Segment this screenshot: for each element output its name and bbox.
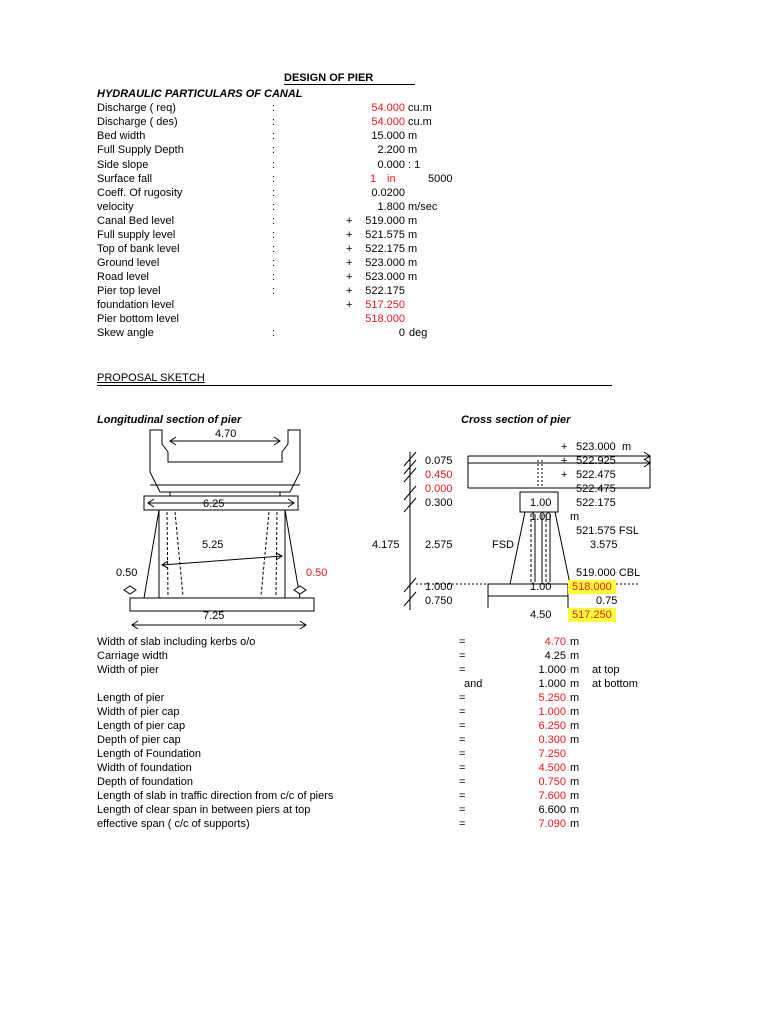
skew-unit: deg — [409, 327, 428, 339]
dimension-eq: = — [459, 734, 466, 746]
dimension-value: 7.250 — [538, 748, 566, 760]
long-pier-body — [144, 510, 300, 598]
dimension-value: 4.25 — [544, 650, 566, 662]
hydraulic-unit: m — [408, 229, 418, 241]
long-section-title: Longitudinal section of pier — [97, 414, 242, 426]
hydraulic-value: 517.250 — [365, 299, 405, 311]
hydraulic-label: Full Supply Depth — [97, 144, 184, 156]
surface-fall-one: 1 — [370, 173, 377, 185]
dimension-eq: = — [459, 776, 466, 788]
cross-stem-unit: m — [570, 511, 580, 523]
dimension-unit: m — [570, 692, 580, 704]
cross-foundation-width: 4.50 — [530, 609, 552, 621]
hydraulic-label: Coeff. Of rugosity — [97, 187, 183, 199]
hydraulic-sign: + — [346, 299, 353, 311]
hydraulic-value: 523.000 — [365, 257, 405, 269]
hydraulic-sep: : — [272, 116, 276, 128]
hydraulic-sep: : — [272, 201, 276, 213]
cross-level-6: 518.000 — [568, 580, 616, 594]
hydraulic-label: Discharge ( req) — [97, 102, 176, 114]
dimension-eq: = — [459, 790, 466, 802]
cross-cap-width: 1.00 — [530, 497, 552, 509]
surface-fall-label: Surface fall — [97, 173, 153, 185]
dimension-value: 0.300 — [538, 734, 566, 746]
cross-plus-1: + — [561, 441, 568, 453]
hydraulic-label: Road level — [97, 271, 149, 283]
dimension-value: 6.600 — [538, 804, 566, 816]
cross-level-5: 522.175 — [576, 497, 616, 509]
cross-plus-2: + — [561, 455, 568, 467]
hydraulic-label: Canal Bed level — [97, 215, 175, 227]
cross-section-title: Cross section of pier — [461, 414, 571, 426]
hydraulic-value: 0.0200 — [371, 187, 405, 199]
cross-v1: 0.075 — [425, 455, 453, 467]
hydraulic-value: 54.000 — [371, 102, 405, 114]
hydraulic-unit: m — [408, 215, 418, 227]
dimension-unit: m — [570, 734, 580, 746]
dimension-unit: m — [570, 720, 580, 732]
cross-fsd: FSD — [492, 539, 514, 551]
dimension-eq: = — [459, 818, 466, 830]
dimension-label: Length of pier cap — [97, 720, 186, 732]
hydraulic-heading: HYDRAULIC PARTICULARS OF CANAL — [97, 88, 303, 100]
dimension-unit: m — [570, 650, 580, 662]
hydraulic-label: Bed width — [97, 130, 146, 142]
cross-level-7: 517.250 — [568, 608, 616, 622]
dimension-unit: m — [570, 818, 580, 830]
dimension-label: Depth of pier cap — [97, 734, 181, 746]
cross-total: 4.175 — [372, 539, 400, 551]
hydraulic-unit: m — [408, 271, 418, 283]
cross-v3: 0.000 — [425, 483, 453, 495]
dimension-eq: = — [459, 636, 466, 648]
hydraulic-label: foundation level — [97, 299, 175, 311]
dimension-eq: = — [459, 706, 466, 718]
long-dim-pier: 5.25 — [202, 539, 224, 551]
cross-deck — [468, 452, 650, 488]
hydraulic-sep: : — [272, 271, 276, 283]
hydraulic-unit: m — [408, 144, 418, 156]
long-dim-slab: 4.70 — [215, 428, 237, 440]
hydraulic-sign: + — [346, 229, 353, 241]
dimension-label: Length of pier — [97, 692, 165, 704]
hydraulic-value: 0.000 — [377, 159, 405, 171]
dimension-unit: m — [570, 678, 580, 690]
hydraulic-unit: : 1 — [408, 159, 421, 171]
cross-fsl: 521.575 FSL — [576, 525, 639, 537]
proposal-heading: PROPOSAL SKETCH — [97, 372, 205, 384]
hydraulic-sep: : — [272, 187, 276, 199]
hydraulic-sep: : — [272, 285, 276, 297]
dimension-eq: = — [459, 692, 466, 704]
dimension-unit: m — [570, 804, 580, 816]
cross-base-width: 1.00 — [530, 581, 552, 593]
hydraulic-unit: cu.m — [408, 102, 432, 114]
cross-stem: 2.575 — [425, 539, 453, 551]
hydraulic-value: 522.175 — [365, 243, 405, 255]
long-dim-batter-left: 0.50 — [116, 567, 138, 579]
dimension-label: Length of Foundation — [97, 748, 201, 760]
hydraulic-sep: : — [272, 243, 276, 255]
hydraulic-unit: m — [408, 257, 418, 269]
cross-v4: 0.300 — [425, 497, 453, 509]
cross-v6: 0.750 — [425, 595, 453, 607]
surface-fall-value: 5000 — [428, 173, 453, 185]
dimension-value: 6.250 — [538, 720, 566, 732]
dimension-value: 0.750 — [538, 776, 566, 788]
cross-level-3: 522.475 — [576, 469, 616, 481]
dimension-label: Width of pier — [97, 664, 159, 676]
hydraulic-label: velocity — [97, 201, 134, 213]
hydraulic-label: Ground level — [97, 257, 160, 269]
dimension-value: 4.500 — [538, 762, 566, 774]
cross-level-road-unit: m — [622, 441, 632, 453]
hydraulic-unit: m/sec — [408, 201, 438, 213]
dimension-label: Length of slab in traffic direction from c/c of piers — [97, 790, 334, 802]
dimension-label: Width of foundation — [97, 762, 192, 774]
dimension-unit: m — [570, 776, 580, 788]
dimension-extra: at top — [592, 664, 620, 676]
hydraulic-label: Full supply level — [97, 229, 176, 241]
dimension-label: effective span ( c/c of supports) — [97, 818, 250, 830]
dimension-label: Length of clear span in between piers at top — [97, 804, 311, 816]
page-title: DESIGN OF PIER — [284, 72, 374, 84]
dimension-eq: = — [459, 650, 466, 662]
dimension-value: 7.090 — [538, 818, 566, 830]
cross-plus-3: + — [561, 469, 568, 481]
cross-cbl: 519.000 CBL — [576, 567, 641, 579]
hydraulic-sep: : — [272, 257, 276, 269]
hydraulic-value: 518.000 — [365, 313, 405, 325]
hydraulic-sign: + — [346, 271, 353, 283]
dimension-value: 7.600 — [538, 790, 566, 802]
hydraulic-sep: : — [272, 130, 276, 142]
hydraulic-unit: cu.m — [408, 116, 432, 128]
dimension-label: Depth of foundation — [97, 776, 194, 788]
dimension-value: 1.000 — [538, 706, 566, 718]
skew-sep: : — [272, 327, 276, 339]
hydraulic-sign: + — [346, 215, 353, 227]
long-dim-cap: 6.25 — [203, 498, 225, 510]
cross-fsd-value: 3.575 — [590, 539, 618, 551]
hydraulic-value: 54.000 — [371, 116, 405, 128]
dimension-eq: = — [459, 762, 466, 774]
dimension-unit: m — [570, 762, 580, 774]
dimension-eq: = — [459, 664, 466, 676]
hydraulic-value: 2.200 — [377, 144, 405, 156]
dimension-extra: at bottom — [592, 678, 638, 690]
hydraulic-label: Top of bank level — [97, 243, 180, 255]
hydraulic-label: Discharge ( des) — [97, 116, 178, 128]
hydraulic-sign: + — [346, 257, 353, 269]
hydraulic-value: 521.575 — [365, 229, 405, 241]
hydraulic-label: Pier bottom level — [97, 313, 179, 325]
hydraulic-label: Side slope — [97, 159, 149, 171]
cross-stem-width: 1.00 — [530, 511, 552, 523]
hydraulic-value: 519.000 — [365, 215, 405, 227]
dimension-eq: and — [464, 678, 483, 690]
cross-v2: 0.450 — [425, 469, 453, 481]
skew-value: 0 — [398, 327, 405, 339]
cross-level-4: 522.475 — [576, 483, 616, 495]
long-dim-foundation: 7.25 — [203, 610, 225, 622]
dimension-eq: = — [459, 720, 466, 732]
cross-v5: 1.000 — [425, 581, 453, 593]
hydraulic-sep: : — [272, 102, 276, 114]
hydraulic-label: Pier top level — [97, 285, 161, 297]
cross-level-ticks — [404, 452, 416, 610]
hydraulic-sign: + — [346, 243, 353, 255]
dimension-label: Width of slab including kerbs o/o — [97, 636, 256, 648]
surface-fall-sep: : — [272, 173, 276, 185]
hydraulic-sign: + — [346, 285, 353, 297]
dimension-value: 4.70 — [544, 636, 566, 648]
dimension-unit: m — [570, 636, 580, 648]
hydraulic-value: 1.800 — [377, 201, 405, 213]
cross-depth-6: 0.75 — [596, 595, 618, 607]
dimension-eq: = — [459, 748, 466, 760]
hydraulic-unit: m — [408, 243, 418, 255]
hydraulic-sep: : — [272, 215, 276, 227]
cross-level-2: 522.925 — [576, 455, 616, 467]
hydraulic-value: 15.000 — [371, 130, 405, 142]
long-dim-batter-right: 0.50 — [306, 567, 328, 579]
dimension-label: Carriage width — [97, 650, 168, 662]
hydraulic-value: 522.175 — [365, 285, 405, 297]
dimension-unit: m — [570, 790, 580, 802]
hydraulic-unit: m — [408, 130, 418, 142]
dimension-value: 5.250 — [538, 692, 566, 704]
hydraulic-sep: : — [272, 229, 276, 241]
hydraulic-sep: : — [272, 144, 276, 156]
hydraulic-sep: : — [272, 159, 276, 171]
dimension-label: Width of pier cap — [97, 706, 180, 718]
cross-level-road: 523.000 — [576, 441, 616, 453]
dimension-unit: m — [570, 664, 580, 676]
hydraulic-value: 523.000 — [365, 271, 405, 283]
dimension-value: 1.000 — [538, 678, 566, 690]
skew-label: Skew angle — [97, 327, 154, 339]
dimension-eq: = — [459, 804, 466, 816]
dimension-value: 1.000 — [538, 664, 566, 676]
surface-fall-in: in — [387, 173, 396, 185]
dimension-unit: m — [570, 706, 580, 718]
